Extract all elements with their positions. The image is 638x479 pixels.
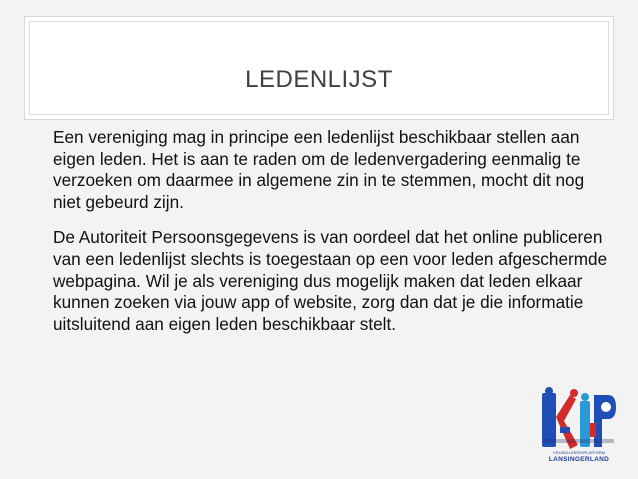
title-box (24, 16, 614, 120)
slide-title: LEDENLIJST (245, 66, 393, 93)
paragraph-2: De Autoriteit Persoonsgegevens is van oordeel dat het online publiceren van een ledenlijst slechts is toegestaan op een voor leden afgeschermde webpagina. Wil je als vereniging dus mogelijk maken dat leden elkaar kunnen zoeken via jouw app of website, zorg dan dat je die informatie uitsluitend aan eigen leden beschikbaar stelt. (53, 227, 608, 334)
logo-text: LANSINGERLAND (548, 456, 610, 463)
logo-icon (540, 387, 618, 457)
slide-body (53, 127, 613, 349)
logo-small-text: VRIJWILLIGERSPLATFORM (553, 450, 605, 455)
paragraph-1: Een vereniging mag in principe een ledenlijst beschikbaar stellen aan eigen leden. Het is aan te raden om de ledenvergadering eenmalig te verzoeken om daarmee in algemene zin in te stemmen, mocht dit nog niet gebeurd zijn. (53, 127, 585, 212)
